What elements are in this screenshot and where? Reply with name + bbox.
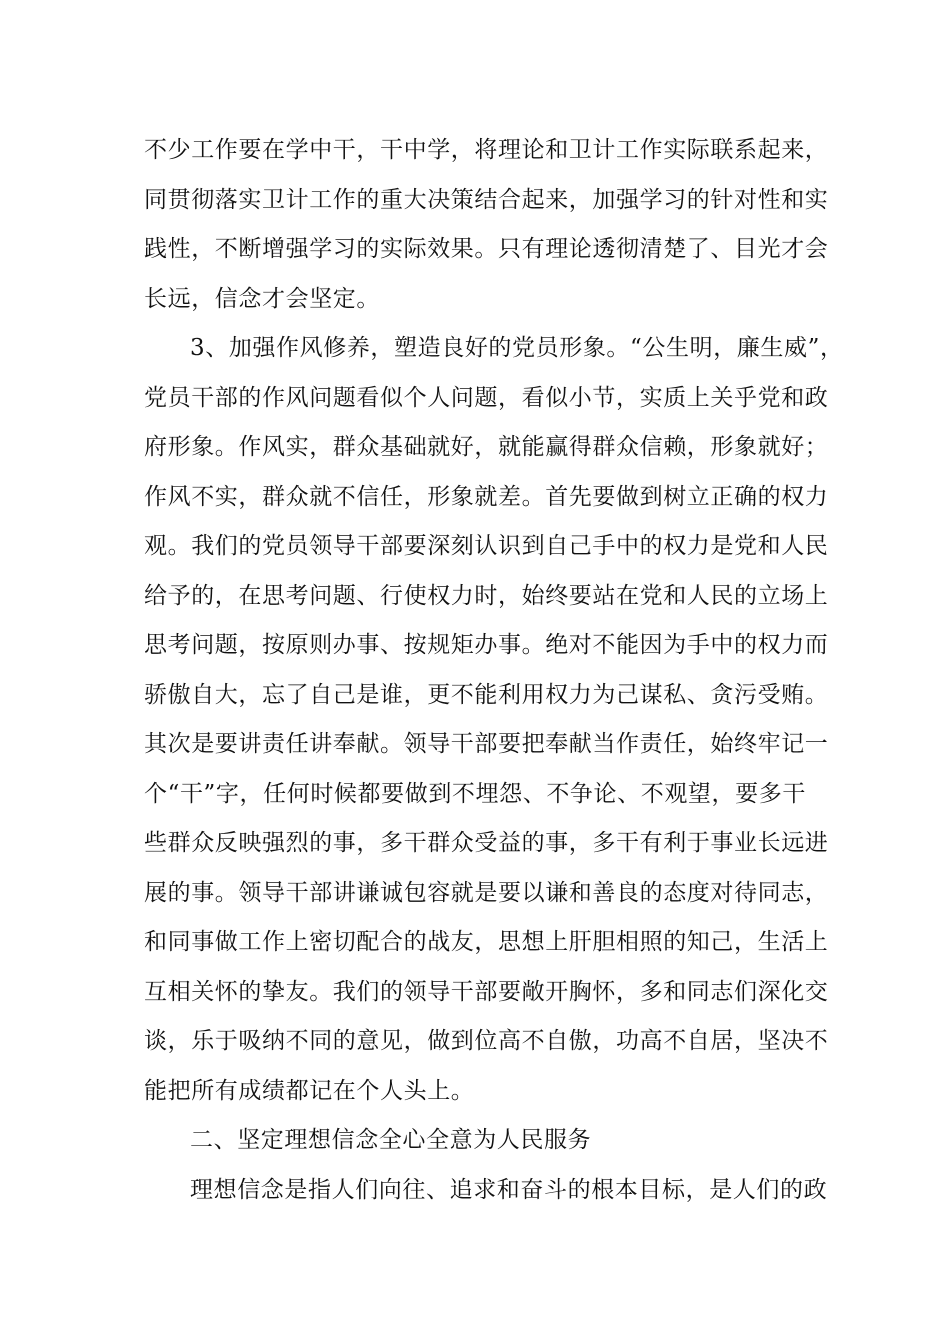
text-line: 践性，不断增强学习的实际效果。只有理论透彻清楚了、目光才会 xyxy=(144,236,829,262)
text-line: 不少工作要在学中干，干中学，将理论和卫计工作实际联系起来， xyxy=(144,137,829,163)
text-line: 个“干”字，任何时候都要做到不埋怨、不争论、不观望，要多干 xyxy=(144,780,806,807)
text-line: 其次是要讲责任讲奉献。领导干部要把奉献当作责任，始终牢记一 xyxy=(144,731,829,757)
text-line: 观。我们的党员领导干部要深刻认识到自己手中的权力是党和人民 xyxy=(144,533,829,559)
text-line: 同贯彻落实卫计工作的重大决策结合起来，加强学习的针对性和实 xyxy=(144,186,829,213)
text-line: 谈，乐于吸纳不同的意见，做到位高不自傲，功高不自居，坚决不 xyxy=(144,1028,829,1054)
text-line: 长远，信念才会坚定。 xyxy=(144,285,380,312)
text-line: 思考问题，按原则办事、按规矩办事。绝对不能因为手中的权力而 xyxy=(144,632,829,658)
text-line: 能把所有成绩都记在个人头上。 xyxy=(144,1077,475,1104)
text-line: 府形象。作风实，群众基础就好，就能赢得群众信赖，形象就好； xyxy=(144,434,829,460)
text-line: 些群众反映强烈的事，多干群众受益的事，多干有利于事业长远进 xyxy=(144,830,829,856)
text-line: 党员干部的作风问题看似个人问题，看似小节，实质上关乎党和政 xyxy=(144,384,829,411)
text-line: 骄傲自大，忘了自己是谁，更不能利用权力为己谋私、贪污受贿。 xyxy=(144,681,829,708)
section-heading: 二、坚定理想信念全心全意为人民服务 xyxy=(190,1127,592,1153)
text-line: 3、加强作风修养，塑造良好的党员形象。“公生明，廉生威”， xyxy=(190,335,844,361)
text-line: 理想信念是指人们向往、追求和奋斗的根本目标，是人们的政 xyxy=(190,1176,828,1203)
text-line: 展的事。领导干部讲谦诚包容就是要以谦和善良的态度对待同志， xyxy=(144,879,829,906)
body-text xyxy=(144,126,844,1215)
text-line: 给予的，在思考问题、行使权力时，始终要站在党和人民的立场上 xyxy=(144,582,829,609)
text-line: 和同事做工作上密切配合的战友，思想上肝胆相照的知己，生活上 xyxy=(144,929,829,955)
text-line: 作风不实，群众就不信任，形象就差。首先要做到树立正确的权力 xyxy=(144,483,829,510)
text-line: 互相关怀的挚友。我们的领导干部要敞开胸怀，多和同志们深化交 xyxy=(144,978,829,1005)
